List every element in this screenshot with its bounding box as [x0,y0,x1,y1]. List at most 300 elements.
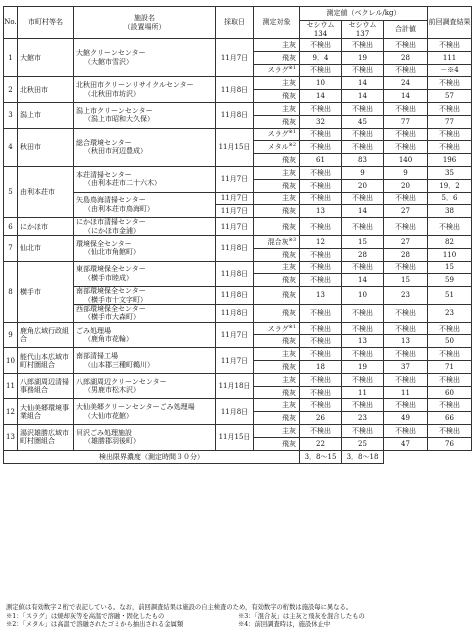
target-label: 主灰 [282,194,296,203]
header-cs134: セシウム134 [300,21,342,39]
table-row [4,348,472,361]
facility-cell [74,348,216,374]
facility-location: （横手市十文字町） [84,295,147,304]
row-number: 8 [4,261,18,322]
target-label: 飛灰 [282,309,296,318]
target-footnote-mark: ※1 [288,323,296,330]
total-value: 140 [384,154,428,167]
sampling-date: 11月8日 [216,261,254,287]
cs134-value: 10 [300,77,342,90]
target-label: 飛灰 [282,337,296,346]
header-cs137: セシウム137 [342,21,384,39]
table-row [4,322,472,335]
total-value: 37 [384,361,428,374]
cs134-value: 13 [300,205,342,218]
total-value: 不検出 [384,128,428,141]
target-label: 飛灰 [282,92,296,101]
previous-value: 不検出 [428,218,472,236]
cs137-value: 14 [342,77,384,90]
facility-name: 北秋田市クリーンリサイクルセンター [76,81,194,90]
cs137-value: 不検出 [342,102,384,115]
facility-location: （秋田市河辺豊成） [84,147,147,156]
row-number: 13 [4,425,18,451]
target-cell [254,425,300,438]
facility-location: （由利本荘市鳥海町） [84,204,154,213]
previous-value: 57 [428,90,472,103]
sampling-date: 11月8日 [216,235,254,261]
row-number: 5 [4,166,18,217]
cs134-value: 不検出 [300,261,342,274]
footnote-general: 測定値は有効数字２桁で表記している。なお，前回調査結果は施設の自主検査のため，有効数字の桁数は施設毎に異なる。 [6,604,353,611]
facility-cell [74,261,216,287]
previous-value: 不検出 [428,39,472,52]
table-row [4,128,472,141]
sampling-date: 11月7日 [216,39,254,77]
table-row [4,261,472,274]
total-value: 23 [384,287,428,305]
facility-cell [74,39,216,77]
cs134-value: 12 [300,235,342,248]
previous-value: 不検出 [428,77,472,90]
facility-cell [74,235,216,261]
row-number: 4 [4,128,18,166]
cs137-value: 10 [342,287,384,305]
previous-value: 5．6 [428,192,472,205]
cs134-value: 14 [300,90,342,103]
table-row [4,235,472,248]
target-label: 主灰 [282,168,296,177]
facility-name: 総合環境センター [76,138,132,147]
cs137-value: 45 [342,115,384,128]
table-row [4,373,472,386]
facility-location: （横手市睦成） [84,273,133,282]
facility-cell [74,399,216,425]
previous-value: 196 [428,154,472,167]
total-value: 不検出 [384,141,428,154]
footnotes [6,604,470,630]
cs137-value: 不検出 [342,64,384,77]
cs137-value: 不検出 [342,192,384,205]
previous-value: 77 [428,115,472,128]
sampling-date: 11月7日 [216,192,254,205]
target-cell [254,115,300,128]
municipality-cell: 鹿角広域行政組合 [18,322,74,348]
total-value: 不検出 [384,39,428,52]
target-label: 主灰 [282,375,296,384]
table-row [4,39,472,52]
previous-value: 60 [428,386,472,399]
detection-limit-cs137: 3．8～18 [342,450,384,463]
measurement-table [3,6,472,464]
cs134-value: 不検出 [300,248,342,261]
previous-value: 不検出 [428,322,472,335]
municipality-cell: 由利本荘市 [18,166,74,217]
target-cell [254,322,300,335]
target-cell [254,437,300,450]
cs134-value: 不検出 [300,386,342,399]
previous-value: 82 [428,235,472,248]
table-row [4,399,472,412]
target-cell [254,141,300,154]
municipality-cell: 秋田市 [18,128,74,166]
cs134-value: 不検出 [300,425,342,438]
facility-name: 西部環境保全センター [76,304,146,313]
target-label: 主灰 [282,263,296,272]
total-value: 47 [384,437,428,450]
row-number: 6 [4,218,18,236]
facility-cell [74,304,216,322]
previous-value: 51 [428,287,472,305]
table-row [4,102,472,115]
municipality-cell: 能代山本広域市町村圏組合 [18,348,74,374]
municipality-cell: 大仙美郷環境事業組合 [18,399,74,425]
total-value: 28 [384,248,428,261]
row-number: 9 [4,322,18,348]
table-row [4,166,472,179]
target-cell [254,77,300,90]
total-value: 14 [384,90,428,103]
total-value: 不検出 [384,64,428,77]
facility-cell [74,166,216,192]
target-cell [254,261,300,274]
detection-limit-row [4,450,472,463]
footnote-1: ※1：「スラグ」は焼却灰等を高温で溶融・固化したもの [6,612,165,620]
cs137-value: 19 [342,51,384,64]
facility-name: 八郎湖周辺クリーンセンター [76,377,167,386]
municipality-cell: 横手市 [18,261,74,322]
target-cell [254,64,300,77]
target-label: 飛灰 [282,388,296,397]
facility-cell [74,77,216,103]
cs134-value: 32 [300,115,342,128]
municipality-cell: 湯沢雄勝広域市町村圏組合 [18,425,74,451]
facility-location: （男鹿市松木沢） [84,386,140,395]
target-cell [254,274,300,287]
cs137-value: 不検出 [342,218,384,236]
header-facility: 施設名 （設置場所） [74,7,216,39]
cs137-value: 不検出 [342,128,384,141]
sampling-date: 11月7日 [216,348,254,374]
previous-value: 不検出 [428,128,472,141]
sampling-date: 11月8日 [216,102,254,128]
header-date: 採取日 [216,7,254,39]
sampling-date: 11月8日 [216,77,254,103]
cs134-value: 不検出 [300,322,342,335]
target-label: 混合灰 [267,237,289,246]
cs134-value: 18 [300,361,342,374]
sampling-date: 11月7日 [216,205,254,218]
facility-cell [74,373,216,399]
cs137-value: 9 [342,166,384,179]
total-value: 24 [384,77,428,90]
sampling-date: 11月15日 [216,128,254,166]
target-label: 飛灰 [282,53,296,62]
target-label: 飛灰 [282,156,296,165]
facility-location: （大仙市花館） [84,411,133,420]
sampling-date: 11月7日 [216,166,254,192]
previous-value: 110 [428,248,472,261]
cs137-value: 83 [342,154,384,167]
previous-value: 59 [428,274,472,287]
cs134-value: 26 [300,412,342,425]
target-cell [254,304,300,322]
table-row [4,425,472,438]
row-number: 10 [4,348,18,374]
target-cell [254,399,300,412]
total-value: 不検出 [384,425,428,438]
cs134-value: 不検出 [300,373,342,386]
facility-name: 矢島鳥海清掃センター [76,196,146,205]
total-value: 不検出 [384,192,428,205]
cs134-value: 不検出 [300,102,342,115]
previous-value: 15 [428,261,472,274]
previous-value: 19．2 [428,179,472,192]
target-label: 飛灰 [282,362,296,371]
target-label: 飛灰 [282,414,296,423]
cs134-value: 不検出 [300,335,342,348]
facility-cell [74,192,216,218]
previous-value: 不検出 [428,399,472,412]
cs137-value: 25 [342,437,384,450]
municipality-cell: 潟上市 [18,102,74,128]
row-number: 11 [4,373,18,399]
cs137-value: 不検出 [342,348,384,361]
target-cell [254,205,300,218]
municipality-cell: 大館市 [18,39,74,77]
target-cell [254,412,300,425]
previous-value: 76 [428,437,472,450]
previous-value: 38 [428,205,472,218]
facility-cell [74,218,216,236]
cs134-value: 不検出 [300,141,342,154]
target-cell [254,154,300,167]
target-label: 飛灰 [282,207,296,216]
row-number: 12 [4,399,18,425]
cs137-value: 28 [342,248,384,261]
target-label: 主灰 [282,104,296,113]
cs137-value: 不検出 [342,261,384,274]
total-value: 27 [384,205,428,218]
total-value: 11 [384,386,428,399]
table-row [4,218,472,236]
target-label: スラグ [267,66,289,75]
facility-name: 南部清掃工場 [76,352,118,361]
target-cell [254,361,300,374]
total-value: 不検出 [384,373,428,386]
total-value: 15 [384,274,428,287]
target-cell [254,192,300,205]
total-value: 20 [384,179,428,192]
facility-name: ごみ処理場 [76,326,111,335]
cs134-value: 不検出 [300,304,342,322]
table-row [4,192,472,205]
cs137-value: 20 [342,179,384,192]
facility-location: （鹿角市花輪） [84,334,133,343]
target-cell [254,248,300,261]
footnote-3: ※3：「混合灰」は主灰と飛灰を混合したもの [238,612,365,620]
facility-cell [74,322,216,348]
sampling-date: 11月8日 [216,287,254,305]
total-value: 不検出 [384,322,428,335]
cs137-value: 不検出 [342,373,384,386]
target-cell [254,287,300,305]
cs134-value: 22 [300,437,342,450]
row-number: 7 [4,235,18,261]
target-label: 主灰 [282,426,296,435]
header-municipality: 市町村等名 [18,7,74,39]
cs137-value: 不検出 [342,304,384,322]
cs134-value: 不検出 [300,179,342,192]
total-value: 不検出 [384,304,428,322]
facility-location: （北秋田市坊沢） [84,89,140,98]
row-number: 1 [4,39,18,77]
target-cell [254,51,300,64]
total-value: 不検出 [384,348,428,361]
target-cell [254,373,300,386]
facility-name: 大館クリーンセンター [76,49,146,58]
cs137-value: 19 [342,361,384,374]
facility-cell [74,287,216,305]
facility-name: にかほ市清掃センター [76,218,146,227]
target-cell [254,235,300,248]
target-cell [254,218,300,236]
previous-value: 不検出 [428,348,472,361]
target-footnote-mark: ※2 [288,142,296,149]
target-footnote-mark: ※1 [288,65,296,72]
footnote-2: ※2：「メタル」は高温で溶融されたゴミから抽出される金属類 [6,621,184,628]
total-value: 49 [384,412,428,425]
cs134-value: 不検出 [300,218,342,236]
total-value: 13 [384,335,428,348]
cs134-value: 不検出 [300,192,342,205]
previous-value: 不検出 [428,373,472,386]
cs137-value: 23 [342,412,384,425]
target-label: 主灰 [282,401,296,410]
row-number: 3 [4,102,18,128]
table-row [4,304,472,322]
facility-location: （雄勝郡羽後町） [84,437,140,446]
target-label: 飛灰 [282,291,296,300]
target-cell [254,386,300,399]
cs137-value: 不検出 [342,425,384,438]
total-value: 不検出 [384,218,428,236]
total-value: 28 [384,51,428,64]
target-cell [254,166,300,179]
previous-value: 71 [428,361,472,374]
facility-location: （山本郡三種町鵜川） [84,360,154,369]
table-row [4,77,472,90]
target-label: 飛灰 [282,439,296,448]
municipality-cell: にかほ市 [18,218,74,236]
target-cell [254,348,300,361]
target-cell [254,90,300,103]
cs137-value: 14 [342,90,384,103]
total-value: 27 [384,235,428,248]
cs137-value: 14 [342,205,384,218]
facility-name: 貝沢ごみ処理施設 [76,428,132,437]
facility-cell [74,425,216,451]
header-measurement: 測定値（ベクレル/kg） [300,7,428,21]
detection-limit-blank [384,450,472,463]
header-previous: 前回調査結果 [428,7,472,39]
facility-location: （由利本荘市二十六木） [84,179,161,188]
table-row [4,287,472,305]
cs134-value: 13 [300,287,342,305]
target-label: 主灰 [282,79,296,88]
target-cell [254,335,300,348]
detection-limit-label: 検出限界濃度（測定時間３０分） [4,450,300,463]
sampling-date: 11月7日 [216,322,254,348]
facility-name: 本荘清掃センター [76,170,132,179]
header-total: 合計値 [384,21,428,39]
target-label: スラグ [267,324,289,333]
cs134-value: 61 [300,154,342,167]
sampling-date: 11月15日 [216,425,254,451]
target-footnote-mark: ※3 [288,236,296,243]
facility-name: 南部環境保全センター [76,287,146,296]
cs134-value: 不検出 [300,166,342,179]
cs137-value: 不検出 [342,141,384,154]
previous-value: 66 [428,412,472,425]
facility-name: 環境保全センター [76,239,132,248]
sampling-date: 11月8日 [216,304,254,322]
target-label: 飛灰 [282,250,296,259]
target-label: 主灰 [282,40,296,49]
header-target: 測定対象 [254,7,300,39]
total-value: 不検出 [384,261,428,274]
total-value: 不検出 [384,399,428,412]
previous-value: 不検出 [428,102,472,115]
target-label: 主灰 [282,350,296,359]
facility-location: （仙北市角館町） [84,248,140,257]
municipality-cell: 八郎湖周辺清掃事務組合 [18,373,74,399]
previous-value: 111 [428,51,472,64]
facility-location: （潟上市昭和大久保） [84,115,154,124]
target-cell [254,102,300,115]
target-label: 飛灰 [282,117,296,126]
sampling-date: 11月18日 [216,373,254,399]
target-cell [254,128,300,141]
target-label: 飛灰 [282,276,296,285]
cs137-value: 不検出 [342,39,384,52]
target-label: スラグ [267,130,289,139]
facility-name: 東部環境保全センター [76,265,146,274]
facility-name: 潟上市クリーンセンター [76,106,153,115]
header-no: No. [4,7,18,39]
cs134-value: 不検出 [300,39,342,52]
total-value: 77 [384,115,428,128]
cs134-value: 不検出 [300,348,342,361]
target-label: メタル [267,143,289,152]
municipality-cell: 北秋田市 [18,77,74,103]
cs134-value: 9．4 [300,51,342,64]
target-label: 飛灰 [282,222,296,231]
cs134-value: 不検出 [300,399,342,412]
cs137-value: 13 [342,335,384,348]
facility-location: （横手市大森町） [84,313,140,322]
cs134-value: 不検出 [300,274,342,287]
total-value: 不検出 [384,102,428,115]
sampling-date: 11月7日 [216,218,254,236]
facility-cell [74,102,216,128]
facility-name: 大仙美郷クリーンセンターごみ処理場 [76,403,195,412]
previous-value: 23 [428,304,472,322]
cs137-value: 不検出 [342,399,384,412]
cs137-value: 14 [342,274,384,287]
facility-location: （大館市雪沢） [84,57,133,66]
municipality-cell: 仙北市 [18,235,74,261]
facility-cell [74,128,216,166]
